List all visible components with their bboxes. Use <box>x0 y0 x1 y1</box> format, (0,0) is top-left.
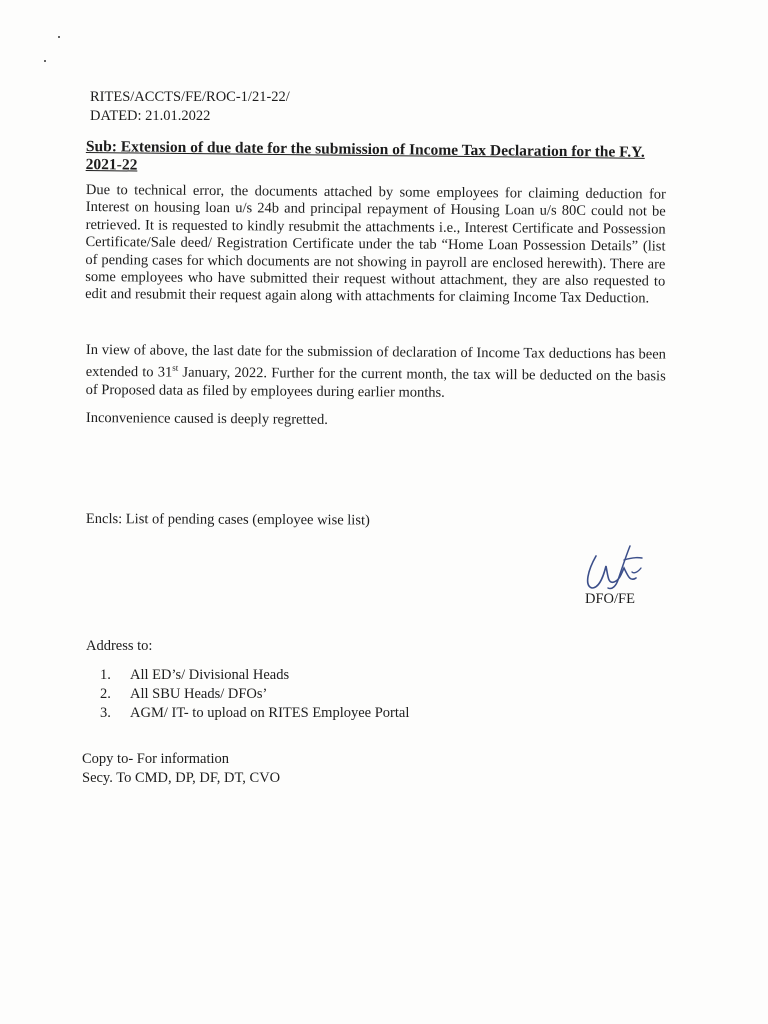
reference-number: RITES/ACCTS/FE/ROC-1/21-22/ <box>90 89 290 105</box>
list-number: 2. <box>100 686 111 702</box>
list-text: All SBU Heads/ DFOs’ <box>130 686 268 702</box>
copy-recipients-line: Secy. To CMD, DP, DF, DT, CVO <box>82 770 281 786</box>
body-paragraph-3: Inconvenience caused is deeply regretted. <box>85 410 328 428</box>
list-text: AGM/ IT- to upload on RITES Employee Portal <box>130 705 410 721</box>
handwritten-signature <box>578 542 658 597</box>
scan-speck <box>44 60 46 62</box>
address-label: Address to: <box>86 638 153 654</box>
reference-block <box>90 88 290 126</box>
signatory-designation: DFO/FE <box>585 591 635 607</box>
subject-line: Sub: Extension of due date for the submission of Income Tax Declaration for the F.Y. 2021-22 <box>85 138 645 174</box>
address-list-item <box>100 666 409 685</box>
list-text: All ED’s/ Divisional Heads <box>130 667 290 683</box>
ordinal-suffix: st <box>172 363 179 374</box>
list-number: 1. <box>100 667 111 683</box>
scan-speck <box>58 36 60 38</box>
list-number: 3. <box>100 705 111 721</box>
copy-to-line: Copy to- For information <box>82 751 230 767</box>
address-list <box>100 666 409 723</box>
body-paragraph-2 <box>86 342 666 404</box>
paragraph-2-part-b: January, 2022. Further for the current month, the tax will be deducted on the basis of Proposed data as filed by employees during earlier months. <box>85 364 666 401</box>
enclosure-line: Encls: List of pending cases (employee wise list) <box>85 511 370 529</box>
paragraph-2-part-a: In view of above, the last date for the submission of declaration of Income Tax deductions has been extended to 31 <box>85 342 666 381</box>
address-list-item <box>100 685 409 704</box>
date-line: DATED: 21.01.2022 <box>90 108 211 124</box>
copy-to-block <box>82 750 280 788</box>
address-list-item <box>100 704 409 723</box>
body-paragraph-1: Due to technical error, the documents attached by some employees for claiming deduction for Interest on housing loan u/s 24b and principal repayment of Housing Loan u/s 80C could not be retrieved. It is requested to kindly resubmit the attachments i.e., Interest Certificate and Possession Certificate/Sale deed/ Registration Certificate under the tab “Home Loan Possession Details” (list of pending cases for which documents are not showing in payroll are enclosed herewith). There are some employees who have submitted their request without attachment, they are also requested to edit and resubmit their request again along with attachments for claiming Income Tax Deduction. <box>85 182 666 307</box>
